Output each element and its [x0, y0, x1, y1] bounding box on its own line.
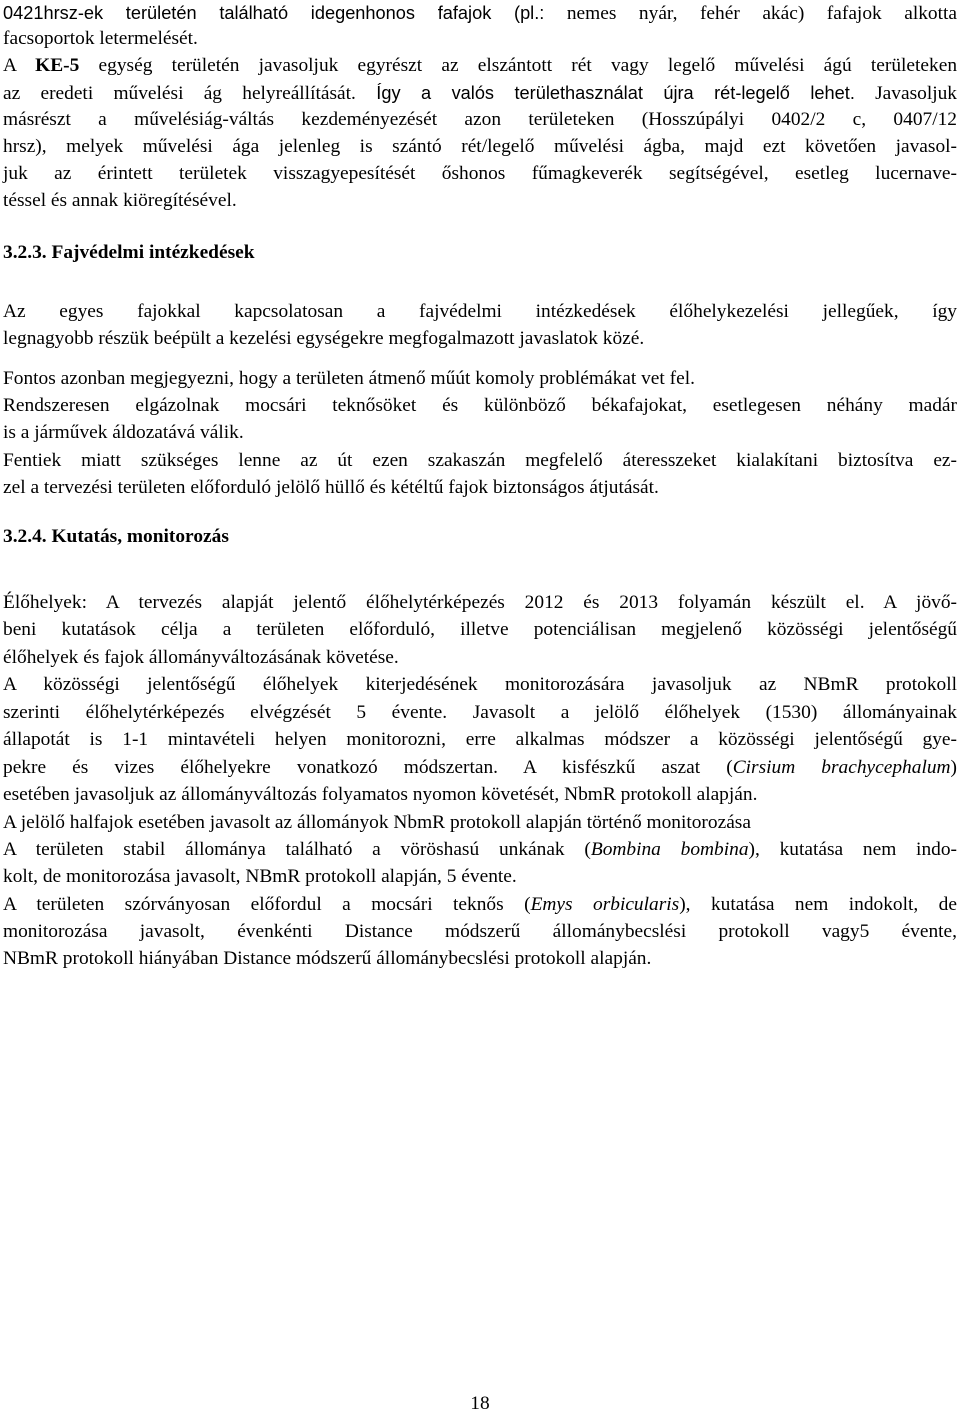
paragraph-1-line-2: facsoportok letermelését. [3, 28, 198, 49]
paragraph-2-line-6: téssel és annak kiöregítésével. [3, 190, 237, 211]
section-2-p4-line-1 [3, 837, 957, 863]
section-2-p2-line-2: szerinti élőhelytérképezés elvégzését 5 évente. Javasolt a jelölő élőhelyek (1530) állományainak [3, 702, 957, 723]
section-2-p5-line-1-end: ), kutatása nem indokolt, de [679, 894, 957, 915]
section-1-p3-line-2: is a járművek áldozatává válik. [3, 422, 244, 443]
paragraph-2-line-1-start: A [3, 55, 36, 76]
section-heading-kutatas: 3.2.4. Kutatás, monitorozás [3, 526, 229, 547]
section-2-p1-line-2: beni kutatások célja a területen előforduló, illetve potenciálisan megjelenő közösségi jelentőségű [3, 619, 957, 640]
section-2-p2-line-1: A közösségi jelentőségű élőhelyek kiterjedésének monitorozására javasoljuk az NBmR protokoll [3, 674, 957, 695]
section-1-p4-line-2: zel a tervezési területen előforduló jelölő hüllő és kétéltű fajok biztonságos átjutását. [3, 477, 659, 498]
section-heading-fajvedelmi: 3.2.3. Fajvédelmi intézkedések [3, 242, 255, 263]
section-1-p3-line-1: Rendszeresen elgázolnak mocsári teknősöket és különböző békafajokat, esetlegesen néhány madár [3, 395, 957, 416]
ke5-unit-label: KE-5 [35, 55, 80, 76]
section-2-p5-line-3: NBmR protokoll hiányában Distance módszerű állománybecslési protokoll alapján. [3, 948, 652, 969]
paragraph-1-line-1-serif: nemes nyár, fehér akác) fafajok alkotta [544, 3, 957, 24]
section-2-p3-line-1: A jelölő halfajok esetében javasolt az állományok NbmR protokoll alapján történő monitorozása [3, 812, 751, 833]
section-2-p4-line-2: kolt, de monitorozása javasolt, NBmR protokoll alapján, 5 évente. [3, 866, 517, 887]
paragraph-1-line-1-sans: 0421hrsz-ek területén található idegenhonos fafajok (pl.: [3, 3, 545, 23]
section-2-p1-line-3: élőhelyek és fajok állományváltozásának követése. [3, 647, 399, 668]
section-2-p2-line-4-start: pekre és vizes élőhelyekre vonatkozó módszertan. A kisfészkű aszat ( [3, 757, 733, 778]
section-2-p5-line-1-start: A területen szórványosan előfordul a mocsári teknős ( [3, 894, 531, 915]
section-1-p4-line-1: Fentiek miatt szükséges lenne az út ezen szakaszán megfelelő áteresszeket kialakítani biztosítva ez- [3, 450, 957, 471]
section-2-p5-line-1 [3, 892, 957, 918]
paragraph-2-line-4: hrsz), melyek művelési ága jelenleg is szántó rét/legelő művelési ágba, majd ezt követően javasol- [3, 136, 957, 157]
paragraph-2-line-1 [3, 53, 957, 79]
section-2-p2-line-4 [3, 755, 957, 781]
species-emys-orbicularis: Emys orbicularis [530, 894, 680, 915]
paragraph-2-line-2 [3, 80, 957, 106]
section-2-p1-line-1: Élőhelyek: A tervezés alapját jelentő élőhelytérképezés 2012 és 2013 folyamán készült el. A jövő- [3, 592, 957, 613]
section-1-p2-line-1: Fontos azonban megjegyezni, hogy a területen átmenő műút komoly problémákat vet fel. [3, 368, 695, 389]
section-2-p4-line-1-end: ), kutatása nem indo- [748, 839, 957, 860]
section-2-p4-line-1-start: A területen stabil állománya található a vöröshasú unkának ( [3, 839, 591, 860]
page-number: 18 [470, 1393, 490, 1414]
section-2-p2-line-4-end: ) [950, 757, 957, 778]
section-2-p2-line-3: állapotát is 1-1 mintavételi helyen monitorozni, erre alkalmas módszer a közösségi jelentőségű gye- [3, 729, 957, 750]
paragraph-2-line-2-end: Javasoljuk [854, 83, 957, 104]
paragraph-2-line-2-sans: Így a valós területhasználat újra rét-legelő lehet. [355, 83, 855, 103]
paragraph-2-line-5: juk az érintett területek visszagyepesítését őshonos fűmagkeverék segítségével, esetleg lucernave- [3, 163, 957, 184]
section-1-p1-line-1: Az egyes fajokkal kapcsolatosan a fajvédelmi intézkedések élőhelykezelési jellegűek, így [3, 301, 957, 322]
species-cirsium-brachycephalum: Cirsium brachycephalum [732, 757, 951, 778]
paragraph-1-line-1 [3, 0, 957, 26]
paragraph-2-line-2-serif: az eredeti művelési ág helyreállítását. [3, 83, 356, 104]
section-2-p5-line-2: monitorozása javasolt, évenkénti Distance módszerű állománybecslési protokoll vagy5 évente, [3, 921, 957, 942]
paragraph-2-line-1-rest: egység területén javasoljuk egyrészt az elszántott rét vagy legelő művelési ágú területeken [79, 55, 958, 76]
paragraph-2-line-3: másrészt a művelésiág-váltás kezdeményezését azon területeken (Hosszúpályi 0402/2 c, 0407/12 [3, 109, 957, 130]
section-1-p1-line-2: legnagyobb részük beépült a kezelési egységekre megfogalmazott javaslatok közé. [3, 328, 645, 349]
section-2-p2-line-5: esetében javasoljuk az állományváltozás folyamatos nyomon követését, NbmR protokoll alapján. [3, 784, 758, 805]
species-bombina-bombina: Bombina bombina [590, 839, 749, 860]
